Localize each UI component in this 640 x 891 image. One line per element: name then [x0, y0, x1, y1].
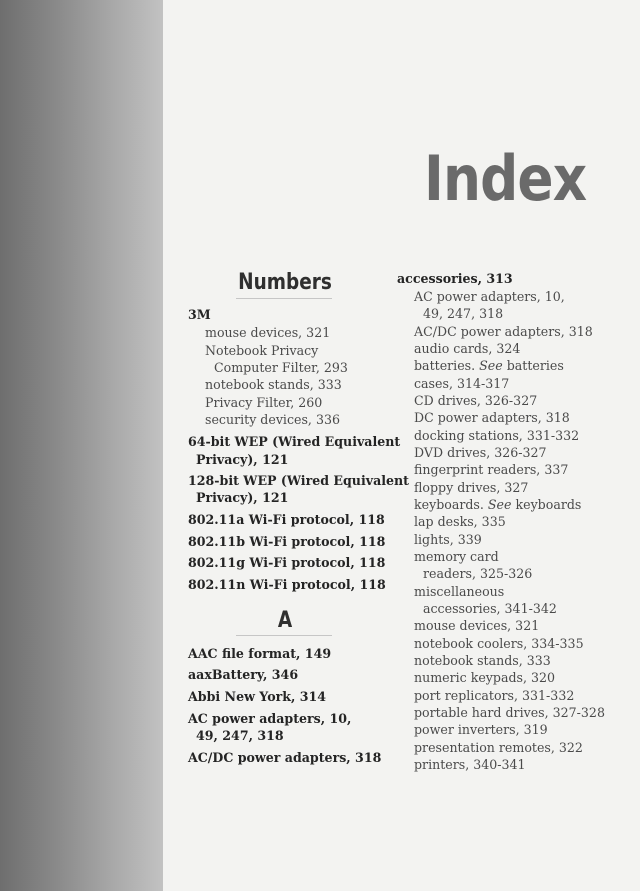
index-entry: aaxBattery, 346 — [188, 667, 299, 682]
index-entry-continuation: 49, 247, 318 — [196, 728, 284, 743]
index-subentry: AC power adapters, 10, — [414, 289, 565, 304]
index-subentry: docking stations, 331-332 — [414, 428, 580, 443]
section-rule — [236, 298, 332, 299]
page-title: Index — [424, 142, 587, 215]
index-subentry: notebook stands, 333 — [414, 653, 551, 668]
index-subentry: AC/DC power adapters, 318 — [414, 324, 593, 339]
index-entry: accessories, 313 — [397, 271, 513, 286]
page-gutter-shadow — [0, 0, 163, 891]
section-heading-a: A — [277, 608, 293, 633]
index-subentry: lights, 339 — [414, 532, 482, 547]
index-subentry: presentation remotes, 322 — [414, 740, 583, 755]
index-entry: 802.11b Wi-Fi protocol, 118 — [188, 534, 386, 549]
index-subentry: mouse devices, 321 — [205, 325, 331, 340]
index-subentry: mouse devices, 321 — [414, 618, 540, 633]
index-entry: 64-bit WEP (Wired Equivalent — [188, 434, 401, 449]
index-entry: AC power adapters, 10, — [188, 711, 352, 726]
index-subentry: power inverters, 319 — [414, 722, 548, 737]
index-subentry: CD drives, 326-327 — [414, 393, 538, 408]
index-subentry: Privacy Filter, 260 — [205, 395, 323, 410]
index-subentry: portable hard drives, 327-328 — [414, 705, 605, 720]
index-subentry: port replicators, 331-332 — [414, 688, 575, 703]
see-reference: See — [487, 497, 512, 512]
index-subentry: audio cards, 324 — [414, 341, 521, 356]
cross-reference-target: batteries — [506, 358, 564, 373]
index-subentry: notebook coolers, 334-335 — [414, 636, 584, 651]
index-subentry: printers, 340-341 — [414, 757, 526, 772]
index-entry: 802.11a Wi-Fi protocol, 118 — [188, 512, 385, 527]
index-subentry: fingerprint readers, 337 — [414, 462, 569, 477]
index-subentry-continuation: readers, 325-326 — [423, 566, 533, 581]
subentry-term: keyboards. — [414, 497, 484, 512]
index-entry-continuation: Privacy), 121 — [196, 490, 289, 505]
index-subentry: cases, 314-317 — [414, 376, 510, 391]
index-subentry: memory card — [414, 549, 499, 564]
index-subentry-cross-reference — [414, 496, 581, 513]
index-subentry: DC power adapters, 318 — [414, 410, 570, 425]
index-entry-continuation: Privacy), 121 — [196, 452, 289, 467]
section-rule — [236, 635, 332, 636]
cross-reference-target: keyboards — [515, 497, 582, 512]
index-subentry: notebook stands, 333 — [205, 377, 342, 392]
index-subentry: DVD drives, 326-327 — [414, 445, 547, 460]
index-entry: AAC file format, 149 — [188, 646, 332, 661]
index-subentry: lap desks, 335 — [414, 514, 506, 529]
index-entry: AC/DC power adapters, 318 — [188, 750, 382, 765]
subentry-term: batteries. — [414, 358, 476, 373]
section-heading-numbers: Numbers — [238, 270, 332, 295]
index-subentry: miscellaneous — [414, 584, 505, 599]
index-subentry: security devices, 336 — [205, 412, 340, 427]
index-subentry-continuation: 49, 247, 318 — [423, 306, 504, 321]
index-entry: 802.11n Wi-Fi protocol, 118 — [188, 577, 386, 592]
index-subentry: numeric keypads, 320 — [414, 670, 556, 685]
index-subentry-continuation: accessories, 341-342 — [423, 601, 557, 616]
index-subentry-continuation: Computer Filter, 293 — [214, 360, 348, 375]
index-entry: 802.11g Wi-Fi protocol, 118 — [188, 555, 386, 570]
see-reference: See — [479, 358, 503, 373]
index-entry: Abbi New York, 314 — [188, 689, 327, 704]
index-subentry-cross-reference — [414, 357, 564, 374]
index-subentry: Notebook Privacy — [205, 343, 319, 358]
index-subentry: floppy drives, 327 — [414, 480, 529, 495]
index-entry: 128-bit WEP (Wired Equivalent — [188, 473, 409, 488]
index-entry: 3M — [188, 307, 211, 322]
